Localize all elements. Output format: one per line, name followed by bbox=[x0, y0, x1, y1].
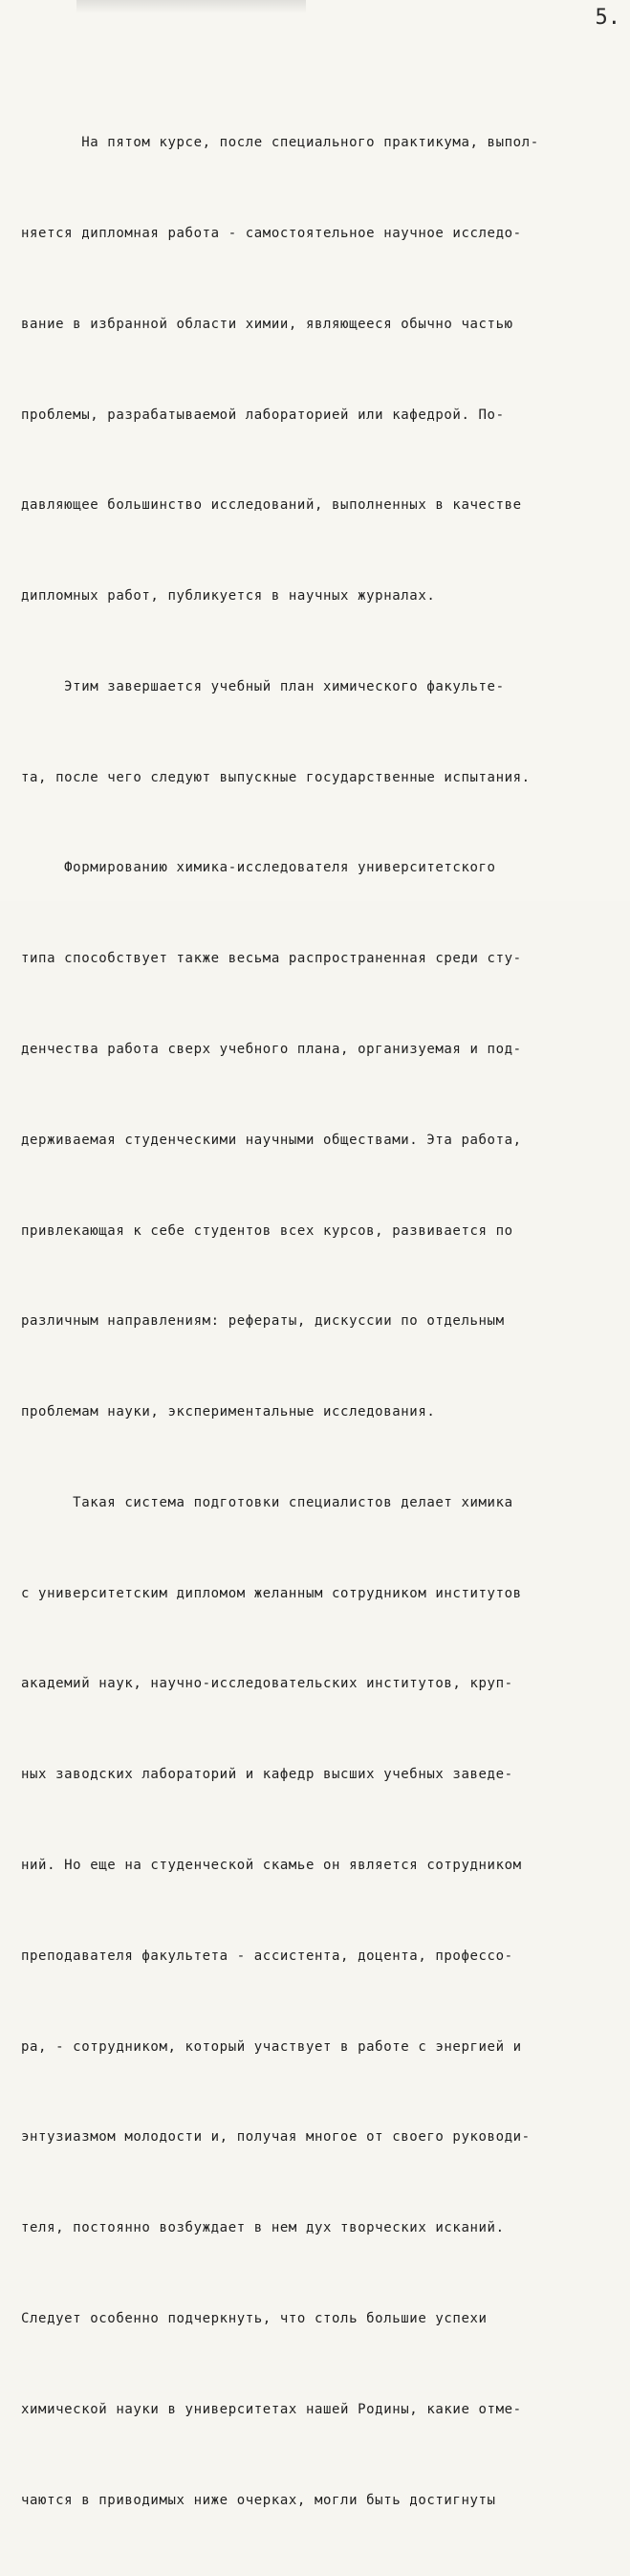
text-line: теля, постоянно возбуждает в нем дух творческих исканий. bbox=[21, 2220, 505, 2236]
text-line: Формированию химика-исследователя университетского bbox=[21, 860, 496, 876]
text-line: Этим завершается учебный план химического факульте- bbox=[21, 678, 505, 694]
text-line: няется дипломная работа - самостоятельное научное исследо- bbox=[21, 225, 522, 241]
text-line: чаются в приводимых ниже очерках, могли быть достигнуты bbox=[21, 2492, 496, 2508]
text-line: академий наук, научно-исследовательских институтов, круп- bbox=[21, 1676, 513, 1692]
text-line: ра, - сотрудником, который участвует в работе с энергией и bbox=[21, 2038, 522, 2055]
text-line: различным направлениям: рефераты, дискуссии по отдельным bbox=[21, 1313, 505, 1330]
text-line: ний. Но еще на студенческой скамье он является сотрудником bbox=[21, 1858, 522, 1874]
text-line: денчества работа сверх учебного плана, организуемая и под- bbox=[21, 1042, 522, 1057]
text-line: с университетским дипломом желанным сотрудником институтов bbox=[21, 1585, 522, 1601]
text-line: ных заводских лабораторий и кафедр высших учебных заведе- bbox=[21, 1767, 513, 1783]
page-number: 5. bbox=[595, 6, 620, 30]
text-line: типа способствует также весьма распространенная среди сту- bbox=[21, 951, 522, 967]
body-text bbox=[21, 68, 606, 2576]
text-line: химической науки в университетах нашей Родины, какие отме- bbox=[21, 2401, 522, 2417]
text-line: дипломных работ, публикуется в научных журналах. bbox=[21, 588, 436, 605]
text-line: держиваемая студенческими научными обществами. Эта работа, bbox=[21, 1132, 522, 1148]
text-line: Такая система подготовки специалистов делает химика bbox=[21, 1494, 513, 1510]
text-line: давляющее большинство исследований, выполненных в качестве bbox=[21, 497, 522, 514]
text-line: На пятом курсе, после специального практикума, выпол- bbox=[21, 135, 539, 151]
scan-smudge bbox=[76, 0, 306, 13]
text-line: привлекающая к себе студентов всех курсов, развивается по bbox=[21, 1222, 513, 1239]
text-line: та, после чего следуют выпускные государственные испытания. bbox=[21, 769, 531, 785]
text-line: проблемам науки, экспериментальные исследования. bbox=[21, 1404, 436, 1420]
text-line: проблемы, разрабатываемой лабораторией или кафедрой. По- bbox=[21, 407, 505, 423]
text-line: преподавателя факультета - ассистента, доцента, профессо- bbox=[21, 1948, 513, 1964]
text-line: Следует особенно подчеркнуть, что столь большие успехи bbox=[21, 2310, 488, 2326]
text-line: энтузиазмом молодости и, получая многое от своего руководи- bbox=[21, 2129, 531, 2146]
text-line: вание в избранной области химии, являющееся обычно частью bbox=[21, 316, 513, 332]
